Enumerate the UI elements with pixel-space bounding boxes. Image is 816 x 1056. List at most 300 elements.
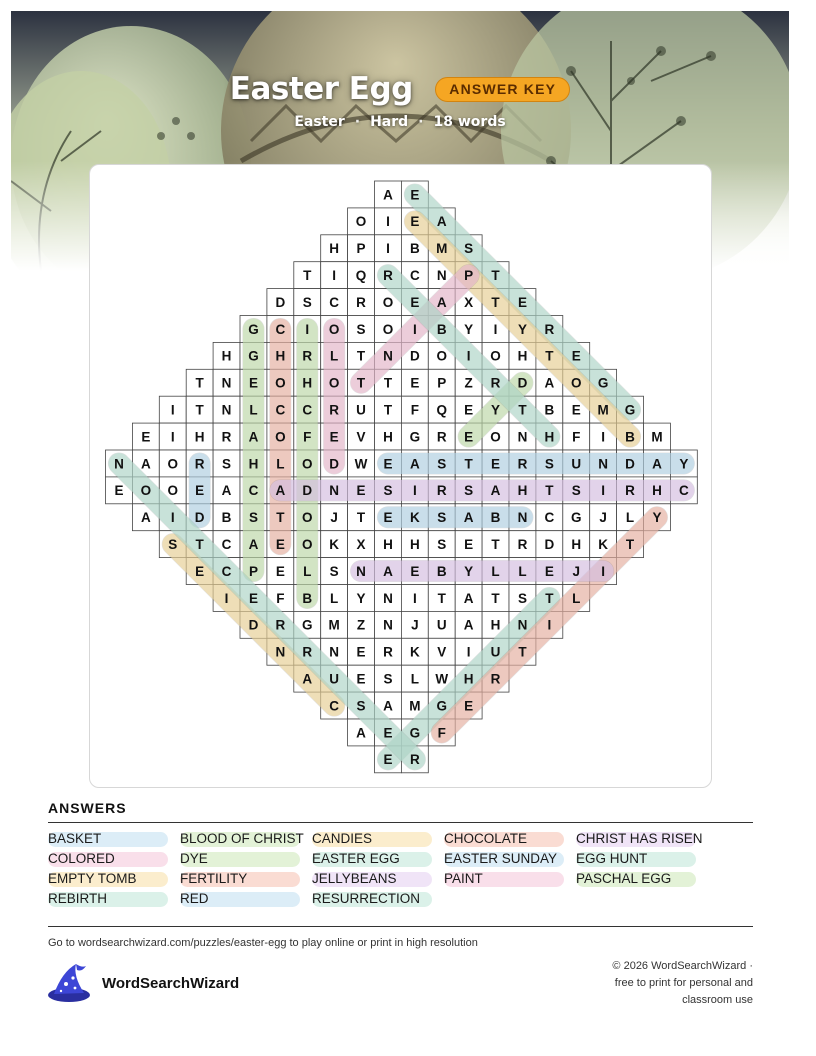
grid-letter: J (411, 617, 419, 633)
grid-letter: E (329, 429, 339, 445)
grid-letter: E (275, 563, 285, 579)
grid-letter: S (222, 456, 232, 472)
grid-letter: E (464, 698, 474, 714)
grid-letter: S (168, 536, 178, 552)
grid-letter: B (409, 241, 420, 257)
grid-letter: L (276, 456, 285, 472)
grid-letter: B (490, 510, 501, 526)
grid-letter: E (571, 402, 581, 418)
grid-letter: S (356, 321, 366, 337)
grid-letter: L (572, 590, 581, 606)
grid-letter: D (194, 510, 205, 526)
grid-letter: H (194, 429, 205, 445)
copyright-line: © 2026 WordSearchWizard · (612, 960, 753, 972)
grid-letter: O (490, 429, 501, 445)
answer-item (312, 831, 444, 847)
grid-letter: O (167, 483, 179, 499)
grid-letter: L (249, 402, 258, 418)
grid-letter: C (409, 267, 420, 283)
grid-letter: X (356, 536, 366, 552)
grid-letter: I (412, 483, 417, 499)
grid-letter: D (248, 617, 259, 633)
copyright-line: classroom use (682, 994, 753, 1006)
answer-word: FERTILITY (180, 871, 248, 886)
grid-letter: T (383, 402, 393, 418)
grid-letter: E (571, 348, 581, 364)
answers-list (48, 831, 753, 907)
grid-letter: I (170, 510, 175, 526)
footer-url-note: Go to wordsearchwizard.com/puzzles/easter-egg to play online or print in high resolution (48, 937, 478, 949)
grid-letter: O (140, 483, 152, 499)
grid-letter: A (490, 483, 501, 499)
grid-letter: S (571, 483, 581, 499)
grid-letter: T (491, 590, 500, 606)
answer-word: EMPTY TOMB (48, 871, 137, 886)
grid-letter: D (625, 456, 635, 472)
grid-letter: B (221, 510, 232, 526)
grid-letter: E (410, 214, 420, 230)
answer-word: EGG HUNT (576, 851, 648, 866)
grid-letter: H (275, 348, 286, 364)
grid-letter: Q (355, 267, 367, 283)
grid-letter: R (194, 456, 205, 472)
grid-letter: T (545, 590, 554, 606)
grid-letter: I (412, 590, 417, 606)
grid-letter: Z (356, 617, 366, 633)
grid-letter: K (409, 644, 420, 660)
answers-heading: ANSWERS (48, 800, 753, 823)
grid-letter: A (463, 510, 474, 526)
grid-letter: E (410, 187, 420, 203)
grid-letter: D (329, 456, 340, 472)
grid-letter: O (382, 294, 394, 310)
grid-letter: A (140, 456, 151, 472)
difficulty-label: Hard (370, 114, 409, 130)
grid-letter: R (275, 617, 286, 633)
grid-letter: N (329, 644, 340, 660)
grid-letter: T (625, 536, 635, 552)
answers-section (48, 800, 753, 907)
grid-letter: E (410, 563, 420, 579)
grid-letter: E (464, 402, 474, 418)
grid-letter: E (248, 590, 258, 606)
grid-letter: D (544, 536, 555, 552)
grid-letter: E (195, 483, 205, 499)
grid-letter: N (436, 267, 447, 283)
grid-letter: E (383, 725, 393, 741)
grid-letter: E (517, 294, 527, 310)
grid-letter: R (517, 536, 528, 552)
answer-word: PASCHAL EGG (576, 871, 672, 886)
grid-letter: N (517, 617, 528, 633)
grid-letter: K (329, 536, 340, 552)
grid-letter: U (571, 456, 582, 472)
grid-letter: R (490, 671, 501, 687)
grid-letter: S (464, 483, 474, 499)
grid-letter: T (356, 510, 366, 526)
grid-letter: A (302, 671, 313, 687)
grid-letter: X (464, 294, 474, 310)
grid-letter: R (302, 348, 313, 364)
grid-letter: H (544, 429, 555, 445)
grid-letter: W (435, 671, 449, 687)
grid-letter: K (409, 510, 420, 526)
grid-letter: L (330, 590, 339, 606)
grid-letter: O (328, 375, 340, 391)
grid-letter: C (221, 563, 232, 579)
grid-letter: O (355, 214, 367, 230)
grid-letter: R (221, 429, 232, 445)
footer-divider (48, 926, 753, 927)
grid-letter: M (597, 402, 609, 418)
grid-letter: U (329, 671, 340, 687)
grid-letter: F (572, 429, 581, 445)
answer-word: CHOCOLATE (444, 831, 528, 846)
grid-letter: O (382, 321, 394, 337)
grid-letter: K (598, 536, 609, 552)
grid-letter: R (436, 483, 447, 499)
grid-letter: N (383, 348, 393, 364)
grid-letter: T (276, 510, 285, 526)
grid-letter: L (410, 671, 419, 687)
grid-letter: U (490, 644, 501, 660)
grid-letter: S (437, 536, 447, 552)
grid-letter: I (547, 617, 552, 633)
grid-letter: N (517, 510, 528, 526)
grid-letter: B (625, 429, 635, 445)
answer-item (444, 831, 576, 847)
grid-letter: T (545, 348, 554, 364)
grid-letter: M (651, 429, 663, 445)
grid-letter: I (386, 241, 390, 257)
answer-item (576, 831, 708, 847)
grid-letter: T (518, 402, 527, 418)
grid-letter: G (409, 725, 421, 741)
grid-letter: L (625, 510, 635, 526)
grid-letter: A (248, 429, 259, 445)
grid-letter: R (436, 429, 447, 445)
word-count-label: 18 words (433, 114, 506, 130)
grid-letter: G (409, 429, 421, 445)
answer-item (444, 851, 576, 867)
grid-letter: I (305, 321, 310, 337)
copyright-line: free to print for personal and (614, 977, 753, 989)
answer-item (180, 851, 312, 867)
grid-letter: T (545, 483, 554, 499)
grid-letter: T (491, 294, 500, 310)
answer-item (576, 851, 708, 867)
grid-letter: H (329, 241, 340, 257)
grid-letter: S (437, 510, 447, 526)
grid-letter: N (383, 617, 393, 633)
grid-letter: T (437, 590, 446, 606)
grid-letter: E (464, 429, 474, 445)
grid-letter: B (302, 590, 313, 606)
answer-item (180, 831, 312, 847)
grid-letter: R (625, 483, 635, 499)
grid-letter: C (302, 402, 313, 418)
grid-letter: B (544, 402, 555, 418)
grid-letter: I (224, 590, 229, 606)
grid-letter: E (383, 510, 393, 526)
grid-letter: J (330, 510, 338, 526)
puzzle-card (89, 164, 712, 788)
grid-letter: Y (491, 402, 501, 418)
grid-letter: V (356, 429, 366, 445)
grid-letter: S (383, 671, 393, 687)
grid-letter: E (114, 483, 124, 499)
grid-letter: O (167, 456, 179, 472)
grid-letter: I (386, 214, 390, 230)
grid-letter: A (409, 456, 420, 472)
grid-letter: T (303, 267, 312, 283)
grid-letter: T (356, 375, 366, 391)
grid-letter: E (195, 563, 205, 579)
grid-letter: A (383, 187, 393, 203)
grid-letter: E (410, 294, 420, 310)
grid-letter: N (221, 375, 232, 391)
grid-letter: C (329, 294, 340, 310)
grid-letter: U (436, 617, 447, 633)
grid-letter: O (490, 348, 501, 364)
grid-letter: P (464, 267, 474, 283)
grid-letter: J (572, 563, 581, 579)
answer-word: DYE (180, 851, 208, 866)
grid-letter: N (383, 590, 393, 606)
grid-letter: T (195, 375, 204, 391)
grid-letter: Y (356, 590, 366, 606)
grid-letter: N (275, 644, 286, 660)
answer-word: CHRIST HAS RISEN (576, 831, 703, 846)
grid-letter: R (302, 644, 313, 660)
grid-letter: N (114, 456, 124, 472)
grid-letter: S (329, 563, 339, 579)
word-search-grid (90, 165, 713, 789)
grid-letter: O (301, 510, 313, 526)
grid-letter: H (383, 536, 393, 552)
grid-letter: T (195, 402, 204, 418)
grid-letter: T (383, 375, 393, 391)
grid-letter: E (275, 536, 285, 552)
grid-letter: Q (436, 402, 448, 418)
grid-letter: S (464, 241, 474, 257)
grid-letter: A (652, 456, 662, 472)
grid-letter: E (383, 456, 393, 472)
grid-letter: I (466, 348, 471, 364)
grid-letter: W (354, 456, 368, 472)
grid-letter: H (248, 456, 259, 472)
grid-letter: H (383, 429, 393, 445)
grid-letter: Y (652, 510, 662, 526)
grid-letter: R (517, 456, 528, 472)
grid-letter: E (491, 456, 501, 472)
grid-letter: O (301, 536, 313, 552)
answer-key-badge: ANSWER KEY (435, 77, 570, 102)
grid-letter: T (356, 348, 366, 364)
grid-letter: S (517, 590, 527, 606)
answer-item (180, 891, 312, 907)
grid-letter: P (248, 563, 258, 579)
grid-letter: E (356, 644, 366, 660)
grid-letter: G (301, 617, 313, 633)
meta-separator: · (418, 114, 424, 130)
grid-letter: H (302, 375, 313, 391)
grid-letter: A (383, 563, 393, 579)
brand[interactable] (46, 962, 239, 1004)
grid-letter: H (221, 348, 232, 364)
grid-letter: M (328, 617, 340, 633)
answer-item (180, 871, 312, 887)
grid-letter: H (517, 348, 528, 364)
answer-word: REBIRTH (48, 891, 108, 906)
grid-letter: A (275, 483, 286, 499)
answer-item (312, 871, 444, 887)
grid-letter: Y (517, 321, 527, 337)
grid-letter: A (463, 617, 474, 633)
answer-item (444, 871, 576, 887)
grid-letter: C (275, 402, 286, 418)
grid-letter: L (330, 348, 339, 364)
grid-letter: O (570, 375, 582, 391)
grid-letter: L (491, 563, 500, 579)
grid-letter: R (329, 402, 340, 418)
grid-letter: E (141, 429, 151, 445)
grid-letter: M (436, 241, 448, 257)
theme-label: Easter (294, 114, 345, 130)
grid-letter: P (356, 241, 366, 257)
grid-letter: S (248, 510, 258, 526)
grid-letter: Z (464, 375, 473, 391)
answer-word: COLORED (48, 851, 115, 866)
grid-letter: D (517, 375, 528, 391)
grid-letter: O (301, 456, 313, 472)
grid-letter: L (303, 563, 312, 579)
grid-letter: B (436, 563, 447, 579)
grid-letter: R (409, 752, 420, 768)
grid-letter: D (409, 348, 420, 364)
grid-letter: G (248, 348, 259, 364)
answer-word: PAINT (444, 871, 483, 886)
grid-letter: T (518, 644, 527, 660)
answer-word: BLOOD OF CHRIST (180, 831, 304, 846)
grid-letter: S (383, 483, 393, 499)
answer-word: RED (180, 891, 209, 906)
answer-item (576, 871, 708, 887)
meta-separator: · (354, 114, 361, 130)
grid-letter: I (412, 321, 417, 337)
grid-letter: V (437, 644, 447, 660)
grid-letter: O (328, 321, 340, 337)
grid-letter: C (678, 483, 689, 499)
grid-letter: E (544, 563, 554, 579)
grid-letter: S (356, 698, 366, 714)
grid-letter: H (490, 617, 501, 633)
copyright-note (583, 958, 753, 1009)
grid-letter: A (140, 510, 151, 526)
grid-letter: S (302, 294, 312, 310)
grid-letter: O (275, 429, 286, 445)
grid-letter: A (383, 698, 393, 714)
grid-letter: N (517, 429, 528, 445)
grid-letter: R (490, 375, 501, 391)
grid-letter: G (597, 375, 609, 391)
grid-letter: S (544, 456, 554, 472)
grid-letter: C (544, 510, 555, 526)
grid-letter: T (464, 456, 473, 472)
grid-letter: A (544, 375, 555, 391)
grid-letter: H (463, 671, 474, 687)
grid-letter: N (356, 563, 366, 579)
grid-letter: Y (464, 321, 474, 337)
grid-letter: I (170, 429, 175, 445)
grid-letter: N (329, 483, 340, 499)
answer-item (48, 871, 180, 887)
answer-item (48, 851, 180, 867)
grid-letter: T (491, 536, 500, 552)
grid-letter: B (436, 321, 447, 337)
grid-letter: C (275, 321, 286, 337)
grid-letter: G (624, 402, 636, 418)
grid-letter: F (276, 590, 285, 606)
grid-letter: C (248, 483, 259, 499)
grid-letter: J (599, 510, 607, 526)
grid-letter: E (383, 752, 393, 768)
grid-letter: E (356, 483, 366, 499)
answer-word: EASTER EGG (312, 851, 400, 866)
grid-letter: E (464, 536, 474, 552)
grid-letter: F (410, 402, 419, 418)
grid-letter: N (221, 402, 232, 418)
grid-letter: A (356, 725, 366, 741)
wizard-hat-icon (46, 962, 92, 1004)
grid-letter: F (303, 429, 312, 445)
answer-word: BASKET (48, 831, 102, 846)
grid-letter: R (356, 294, 366, 310)
grid-letter: I (332, 267, 337, 283)
grid-letter: H (517, 483, 528, 499)
grid-letter: C (329, 698, 340, 714)
grid-letter: E (248, 375, 258, 391)
grid-letter: R (544, 321, 555, 337)
answer-item (48, 891, 180, 907)
grid-letter: Y (464, 563, 474, 579)
grid-letter: P (437, 375, 447, 391)
answer-item (312, 891, 444, 907)
grid-letter: I (170, 402, 175, 418)
answer-word: JELLYBEANS (312, 871, 397, 886)
brand-name: WordSearchWizard (102, 974, 240, 992)
grid-letter: G (248, 321, 259, 337)
answer-item (48, 831, 180, 847)
grid-letter: A (248, 536, 259, 552)
answer-word: EASTER SUNDAY (444, 851, 558, 866)
grid-letter: A (221, 483, 232, 499)
page-title: Easter Egg (229, 71, 413, 107)
grid-letter: D (275, 294, 286, 310)
grid-letter: G (436, 698, 448, 714)
grid-letter: A (463, 590, 474, 606)
grid-letter: A (436, 214, 447, 230)
grid-letter: O (275, 375, 286, 391)
grid-letter: R (383, 267, 393, 283)
grid-letter: T (491, 267, 500, 283)
grid-letter: S (437, 456, 447, 472)
grid-letter: E (356, 671, 366, 687)
grid-letter: H (409, 536, 420, 552)
grid-letter: I (601, 429, 606, 445)
grid-letter: C (221, 536, 232, 552)
grid-letter: I (466, 644, 471, 660)
